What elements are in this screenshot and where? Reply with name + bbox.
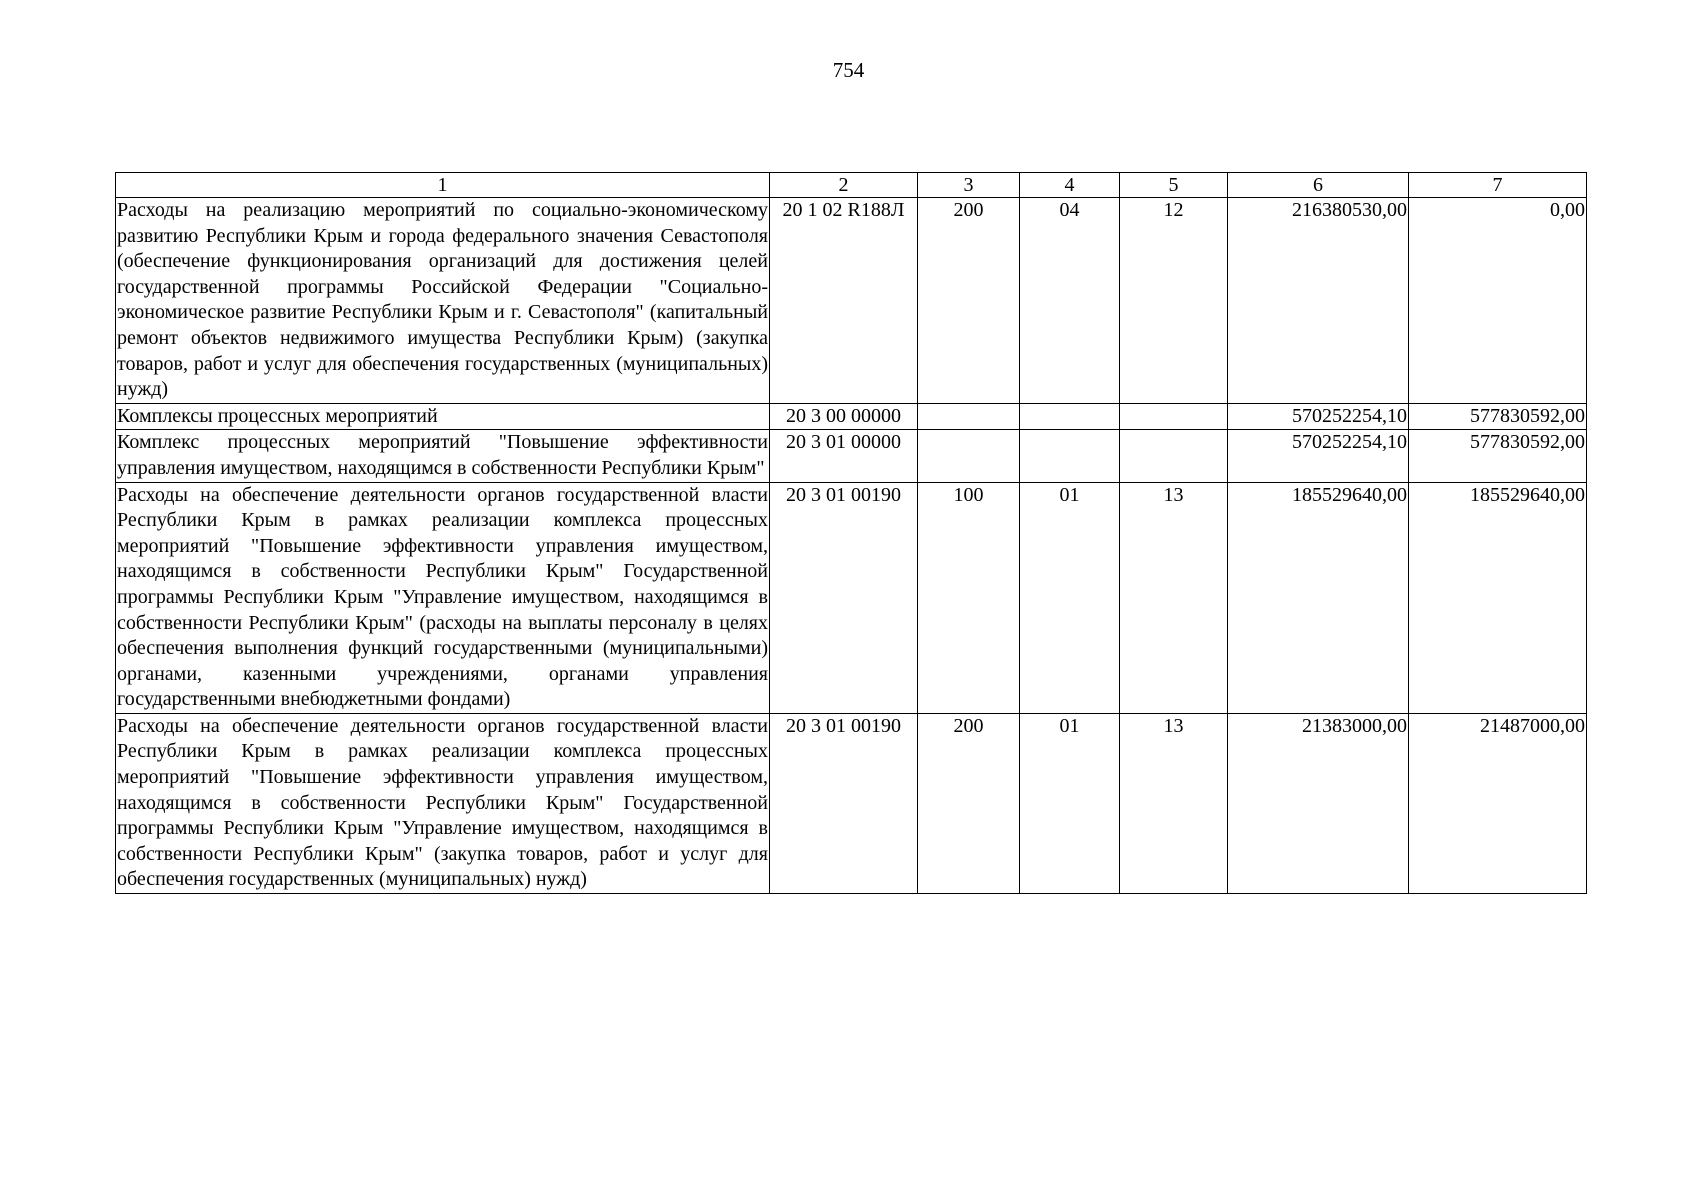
row-amount-6: 21383000,00 (1228, 713, 1409, 893)
row-amount-6: 570252254,10 (1228, 430, 1409, 482)
row-code: 20 3 01 00000 (770, 430, 918, 482)
row-expense-type (918, 430, 1020, 482)
row-code: 20 3 01 00190 (770, 482, 918, 713)
column-header-4: 4 (1020, 173, 1120, 198)
column-header-1: 1 (116, 173, 770, 198)
row-code: 20 3 00 00000 (770, 403, 918, 430)
row-subsection: 13 (1120, 713, 1228, 893)
page-number: 754 (832, 58, 865, 82)
row-subsection: 12 (1120, 198, 1228, 404)
row-subsection (1120, 403, 1228, 430)
row-name: Комплекс процессных мероприятий "Повышение эффективности управления имуществом, находящимся в собственности Республики Крым" (116, 430, 770, 482)
column-header-6: 6 (1228, 173, 1409, 198)
row-name: Расходы на обеспечение деятельности органов государственной власти Республики Крым в рамках реализации комплекса процессных мероприятий "Повышение эффективности управления имуществом, находящимся в собственности Республики Крым" Государственной программы Республики Крым "Управление имуществом, находящимся в собственности Республики Крым" (закупка товаров, работ и услуг для обеспечения государственных (муниципальных) нужд) (116, 713, 770, 893)
column-header-7: 7 (1409, 173, 1587, 198)
row-code: 20 1 02 R188Л (770, 198, 918, 404)
row-code: 20 3 01 00190 (770, 713, 918, 893)
table-row (116, 713, 1587, 893)
row-section: 04 (1020, 198, 1120, 404)
row-amount-7: 21487000,00 (1409, 713, 1587, 893)
column-header-2: 2 (770, 173, 918, 198)
row-amount-7: 0,00 (1409, 198, 1587, 404)
row-amount-7: 185529640,00 (1409, 482, 1587, 713)
table-row (116, 482, 1587, 713)
column-header-3: 3 (918, 173, 1020, 198)
row-amount-6: 185529640,00 (1228, 482, 1409, 713)
row-amount-6: 570252254,10 (1228, 403, 1409, 430)
budget-table (115, 172, 1587, 894)
row-name: Расходы на реализацию мероприятий по социально-экономическому развитию Республики Крым и города федерального значения Севастополя (обеспечение функционирования организаций для достижения целей государственной программы Российской Федерации "Социально-экономическое развитие Республики Крым и г. Севастополя" (капитальный ремонт объектов недвижимого имущества Республики Крым) (закупка товаров, работ и услуг для обеспечения государственных (муниципальных) нужд) (116, 198, 770, 404)
row-section (1020, 403, 1120, 430)
row-subsection (1120, 430, 1228, 482)
row-section: 01 (1020, 713, 1120, 893)
row-section (1020, 430, 1120, 482)
table-header-row (116, 173, 1587, 198)
table-row (116, 430, 1587, 482)
row-amount-7: 577830592,00 (1409, 403, 1587, 430)
row-subsection: 13 (1120, 482, 1228, 713)
row-expense-type: 200 (918, 198, 1020, 404)
table-row (116, 198, 1587, 404)
row-expense-type: 100 (918, 482, 1020, 713)
row-name: Расходы на обеспечение деятельности органов государственной власти Республики Крым в рамках реализации комплекса процессных мероприятий "Повышение эффективности управления имуществом, находящимся в собственности Республики Крым" Государственной программы Республики Крым "Управление имуществом, находящимся в собственности Республики Крым" (расходы на выплаты персоналу в целях обеспечения выполнения функций государственными (муниципальными) органами, казенными учреждениями, органами управления государственными внебюджетными фондами) (116, 482, 770, 713)
column-header-5: 5 (1120, 173, 1228, 198)
row-name: Комплексы процессных мероприятий (116, 403, 770, 430)
row-amount-6: 216380530,00 (1228, 198, 1409, 404)
table-row (116, 403, 1587, 430)
row-expense-type (918, 403, 1020, 430)
row-expense-type: 200 (918, 713, 1020, 893)
row-section: 01 (1020, 482, 1120, 713)
row-amount-7: 577830592,00 (1409, 430, 1587, 482)
